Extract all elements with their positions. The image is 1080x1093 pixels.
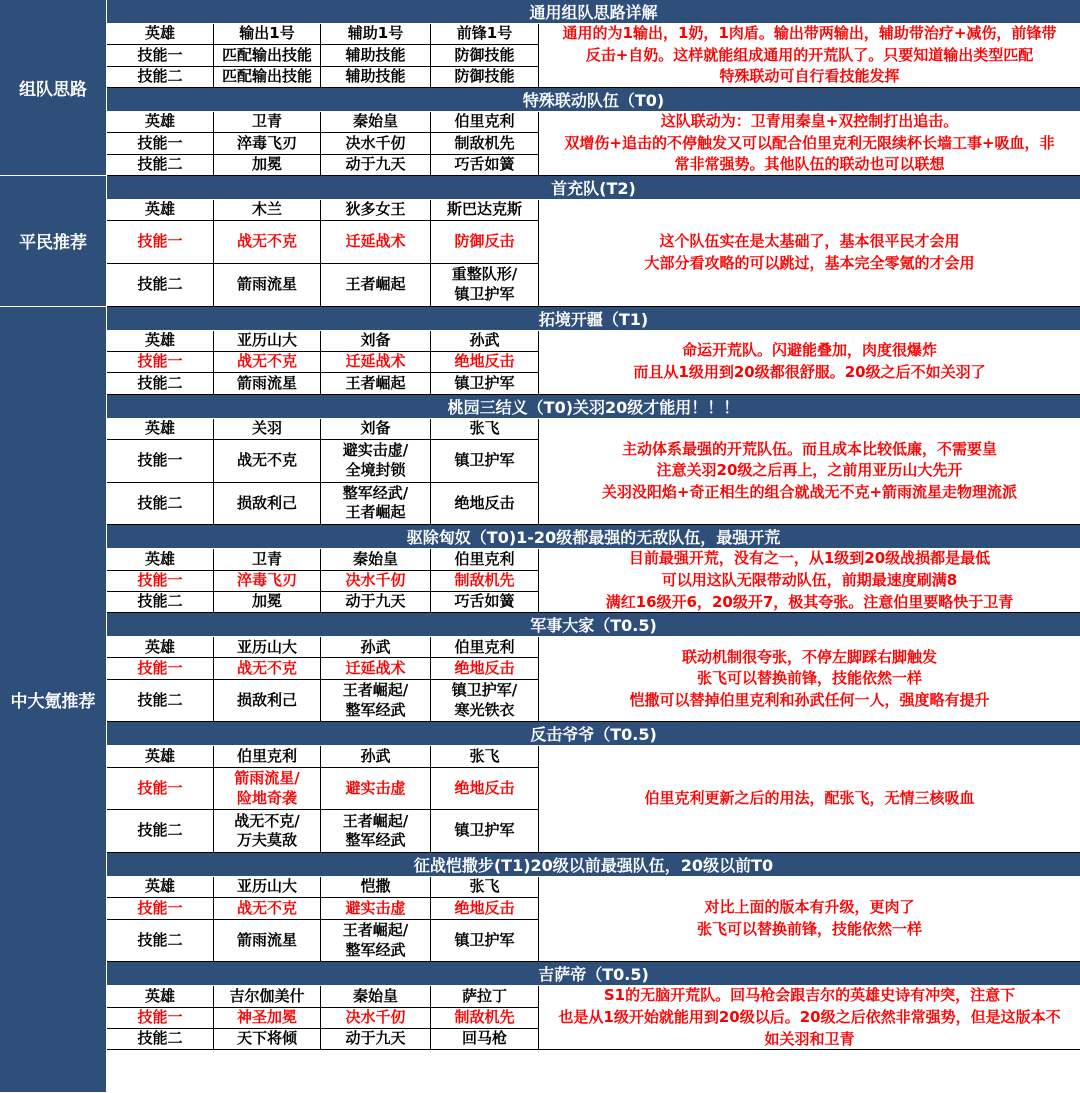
hero-skill-cell: 巧舌如簧 bbox=[431, 592, 539, 613]
section-note: 命运开荒队。闪避能叠加，肉度很爆炸 而且从1级用到20级都很舒服。20级之后不如关羽了 bbox=[539, 331, 1080, 395]
row-label: 技能二 bbox=[107, 592, 214, 613]
hero-skill-cell: 镇卫护军 bbox=[431, 920, 539, 963]
hero-skill-cell: 动于九天 bbox=[321, 155, 431, 176]
hero-skill-cell: 迁延战术 bbox=[321, 658, 431, 679]
hero-skill-cell: 孙武 bbox=[321, 637, 431, 658]
hero-skill-cell: 输出1号 bbox=[214, 24, 321, 45]
hero-skill-cell: 决水千仞 bbox=[321, 571, 431, 592]
section-title: 征战恺撒步(T1)20级以前最强队伍，20级以前T0 bbox=[107, 853, 1080, 877]
hero-skill-cell: 战无不克 bbox=[214, 221, 321, 264]
hero-skill-cell: 秦始皇 bbox=[321, 986, 431, 1007]
hero-skill-cell: 木兰 bbox=[214, 200, 321, 221]
hero-skill-cell: 伯里克利 bbox=[431, 637, 539, 658]
row-label: 技能二 bbox=[107, 483, 214, 526]
hero-skill-cell: 王者崛起/ 整军经武 bbox=[321, 810, 431, 853]
row-label: 技能一 bbox=[107, 898, 214, 919]
hero-skill-cell: 神圣加冕 bbox=[214, 1008, 321, 1029]
hero-skill-cell: 孙武 bbox=[321, 746, 431, 767]
category-label: 中大氪推荐 bbox=[0, 307, 107, 1093]
row-label: 英雄 bbox=[107, 637, 214, 658]
hero-skill-cell: 镇卫护军/ 寒光铁衣 bbox=[431, 680, 539, 723]
hero-skill-cell: 秦始皇 bbox=[321, 112, 431, 133]
hero-skill-cell: 王者崛起/ 整军经武 bbox=[321, 680, 431, 723]
section-note: 这个队伍实在是太基础了，基本很平民才会用 大部分看攻略的可以跳过，基本完全零氪的才会用 bbox=[539, 200, 1080, 307]
hero-skill-cell: 匹配输出技能 bbox=[214, 67, 321, 88]
hero-skill-cell: 辅助技能 bbox=[321, 67, 431, 88]
hero-skill-cell: 决水千仞 bbox=[321, 133, 431, 154]
category-label: 组队思路 bbox=[0, 0, 107, 176]
hero-skill-cell: 战无不克 bbox=[214, 898, 321, 919]
hero-skill-cell: 秦始皇 bbox=[321, 549, 431, 570]
hero-skill-cell: 制敌机先 bbox=[431, 1008, 539, 1029]
section-note: 伯里克利更新之后的用法，配张飞，无情三核吸血 bbox=[539, 746, 1080, 853]
hero-skill-cell: 伯里克利 bbox=[431, 112, 539, 133]
section-note: 对比上面的版本有升级，更肉了 张飞可以替换前锋，技能依然一样 bbox=[539, 877, 1080, 962]
row-label: 技能二 bbox=[107, 373, 214, 394]
hero-skill-cell: 刘备 bbox=[321, 331, 431, 352]
hero-skill-cell: 动于九天 bbox=[321, 1029, 431, 1050]
hero-skill-cell: 回马枪 bbox=[431, 1029, 539, 1050]
row-label: 技能一 bbox=[107, 45, 214, 66]
hero-skill-cell: 绝地反击 bbox=[431, 658, 539, 679]
row-label: 技能二 bbox=[107, 155, 214, 176]
hero-skill-cell: 巧舌如簧 bbox=[431, 155, 539, 176]
category-label: 平民推荐 bbox=[0, 176, 107, 307]
row-label: 技能一 bbox=[107, 440, 214, 483]
hero-skill-cell: 卫青 bbox=[214, 549, 321, 570]
section-title: 反击爷爷（T0.5) bbox=[107, 722, 1080, 746]
hero-skill-cell: 战无不克 bbox=[214, 440, 321, 483]
section-title: 首充队(T2) bbox=[107, 176, 1080, 200]
row-label: 英雄 bbox=[107, 200, 214, 221]
hero-skill-cell: 匹配输出技能 bbox=[214, 45, 321, 66]
hero-skill-cell: 防御反击 bbox=[431, 221, 539, 264]
hero-skill-cell: 避实击虚 bbox=[321, 768, 431, 811]
hero-skill-cell: 损敌利己 bbox=[214, 483, 321, 526]
hero-skill-cell: 制敌机先 bbox=[431, 571, 539, 592]
row-label: 技能二 bbox=[107, 920, 214, 963]
hero-skill-cell: 防御技能 bbox=[431, 45, 539, 66]
row-label: 技能二 bbox=[107, 264, 214, 307]
row-label: 英雄 bbox=[107, 112, 214, 133]
section-title: 吉萨帝（T0.5) bbox=[107, 962, 1080, 986]
section-note: 通用的为1输出，1奶，1肉盾。输出带两输出，辅助带治疗+减伤，前锋带 反击+自奶。这样就能组成通用的开荒队了。只要知道输出类型匹配 特殊联动可自行看技能发挥 bbox=[539, 24, 1080, 88]
hero-skill-cell: 狄多女王 bbox=[321, 200, 431, 221]
hero-skill-cell: 张飞 bbox=[431, 877, 539, 898]
hero-skill-cell: 亚历山大 bbox=[214, 331, 321, 352]
hero-skill-cell: 斯巴达克斯 bbox=[431, 200, 539, 221]
hero-skill-cell: 镇卫护军 bbox=[431, 810, 539, 853]
row-label: 技能一 bbox=[107, 768, 214, 811]
hero-skill-cell: 伯里克利 bbox=[431, 549, 539, 570]
hero-skill-cell: 损敌利己 bbox=[214, 680, 321, 723]
hero-skill-cell: 避实击虚 bbox=[321, 898, 431, 919]
hero-skill-cell: 卫青 bbox=[214, 112, 321, 133]
hero-skill-cell: 绝地反击 bbox=[431, 483, 539, 526]
hero-skill-cell: 加冕 bbox=[214, 155, 321, 176]
hero-skill-cell: 箭雨流星/ 险地奇袭 bbox=[214, 768, 321, 811]
hero-skill-cell: 吉尔伽美什 bbox=[214, 986, 321, 1007]
hero-skill-cell: 前锋1号 bbox=[431, 24, 539, 45]
hero-skill-cell: 天下将倾 bbox=[214, 1029, 321, 1050]
row-label: 英雄 bbox=[107, 24, 214, 45]
section-title: 桃园三结义（T0)关羽20级才能用！！！ bbox=[107, 395, 1080, 419]
row-label: 技能一 bbox=[107, 571, 214, 592]
row-label: 技能一 bbox=[107, 1008, 214, 1029]
row-label: 英雄 bbox=[107, 986, 214, 1007]
hero-skill-cell: 淬毒飞刃 bbox=[214, 133, 321, 154]
row-label: 技能二 bbox=[107, 680, 214, 723]
hero-skill-cell: 淬毒飞刃 bbox=[214, 571, 321, 592]
hero-skill-cell: 整军经武/ 王者崛起 bbox=[321, 483, 431, 526]
row-label: 英雄 bbox=[107, 331, 214, 352]
hero-skill-cell: 加冕 bbox=[214, 592, 321, 613]
hero-skill-cell: 避实击虚/ 全境封锁 bbox=[321, 440, 431, 483]
row-label: 英雄 bbox=[107, 419, 214, 440]
row-label: 英雄 bbox=[107, 746, 214, 767]
hero-skill-cell: 战无不克/ 万夫莫敌 bbox=[214, 810, 321, 853]
hero-skill-cell: 绝地反击 bbox=[431, 768, 539, 811]
section-title: 拓境开疆（T1) bbox=[107, 307, 1080, 331]
hero-skill-cell: 制敌机先 bbox=[431, 133, 539, 154]
section-note: 这队联动为：卫青用秦皇+双控制打出追击。 双增伤+追击的不停触发又可以配合伯里克利无限续杯长墙工事+吸血，非 常非常强势。其他队伍的联动也可以联想 bbox=[539, 112, 1080, 176]
hero-skill-cell: 防御技能 bbox=[431, 67, 539, 88]
hero-skill-cell: 刘备 bbox=[321, 419, 431, 440]
hero-skill-cell: 亚历山大 bbox=[214, 637, 321, 658]
row-label: 技能二 bbox=[107, 67, 214, 88]
section-note: 目前最强开荒，没有之一，从1级到20级战损都是最低 可以用这队无限带动队伍，前期最速度刷满8 满红16级开6，20级开7，极其夸张。注意伯里要略快于卫青 bbox=[539, 549, 1080, 613]
row-label: 英雄 bbox=[107, 549, 214, 570]
hero-skill-cell: 伯里克利 bbox=[214, 746, 321, 767]
hero-skill-cell: 镇卫护军 bbox=[431, 373, 539, 394]
hero-skill-cell: 迁延战术 bbox=[321, 352, 431, 373]
hero-skill-cell: 张飞 bbox=[431, 419, 539, 440]
hero-skill-cell: 王者崛起/ 整军经武 bbox=[321, 920, 431, 963]
hero-skill-cell: 战无不克 bbox=[214, 658, 321, 679]
row-label: 技能二 bbox=[107, 810, 214, 853]
hero-skill-cell: 辅助1号 bbox=[321, 24, 431, 45]
hero-skill-cell: 箭雨流星 bbox=[214, 373, 321, 394]
hero-skill-cell: 萨拉丁 bbox=[431, 986, 539, 1007]
row-label: 英雄 bbox=[107, 877, 214, 898]
section-note: S1的无脑开荒队。回马枪会跟吉尔的英雄史诗有冲突，注意下 也是从1级开始就能用到20级以后。20级之后依然非常强势，但是这版本不 如关羽和卫青 bbox=[539, 986, 1080, 1050]
row-label: 技能一 bbox=[107, 352, 214, 373]
section-title: 特殊联动队伍（T0) bbox=[107, 88, 1080, 112]
hero-skill-cell: 箭雨流星 bbox=[214, 264, 321, 307]
hero-skill-cell: 重整队形/ 镇卫护军 bbox=[431, 264, 539, 307]
hero-skill-cell: 绝地反击 bbox=[431, 898, 539, 919]
section-title: 驱除匈奴（T0)1-20级都最强的无敌队伍，最强开荒 bbox=[107, 525, 1080, 549]
section-title: 通用组队思路详解 bbox=[107, 0, 1080, 24]
hero-skill-cell: 决水千仞 bbox=[321, 1008, 431, 1029]
section-note: 主动体系最强的开荒队伍。而且成本比较低廉，不需要皇 注意关羽20级之后再上，之前用亚历山大先开 关羽没阳焰+奇正相生的组合就战无不克+箭雨流星走物理流派 bbox=[539, 419, 1080, 526]
hero-skill-cell: 迁延战术 bbox=[321, 221, 431, 264]
hero-skill-cell: 动于九天 bbox=[321, 592, 431, 613]
row-label: 技能二 bbox=[107, 1029, 214, 1050]
hero-skill-cell: 关羽 bbox=[214, 419, 321, 440]
hero-skill-cell: 王者崛起 bbox=[321, 373, 431, 394]
hero-skill-cell: 镇卫护军 bbox=[431, 440, 539, 483]
hero-skill-cell: 恺撒 bbox=[321, 877, 431, 898]
row-label: 技能一 bbox=[107, 221, 214, 264]
section-note: 联动机制很夸张，不停左脚踩右脚触发 张飞可以替换前锋，技能依然一样 恺撒可以替掉伯里克利和孙武任何一人，强度略有提升 bbox=[539, 637, 1080, 722]
hero-skill-cell: 绝地反击 bbox=[431, 352, 539, 373]
row-label: 技能一 bbox=[107, 658, 214, 679]
hero-skill-cell: 辅助技能 bbox=[321, 45, 431, 66]
hero-skill-cell: 亚历山大 bbox=[214, 877, 321, 898]
hero-skill-cell: 王者崛起 bbox=[321, 264, 431, 307]
row-label: 技能一 bbox=[107, 133, 214, 154]
section-title: 军事大家（T0.5) bbox=[107, 613, 1080, 637]
hero-skill-cell: 箭雨流星 bbox=[214, 920, 321, 963]
hero-skill-cell: 战无不克 bbox=[214, 352, 321, 373]
hero-skill-cell: 张飞 bbox=[431, 746, 539, 767]
hero-skill-cell: 孙武 bbox=[431, 331, 539, 352]
